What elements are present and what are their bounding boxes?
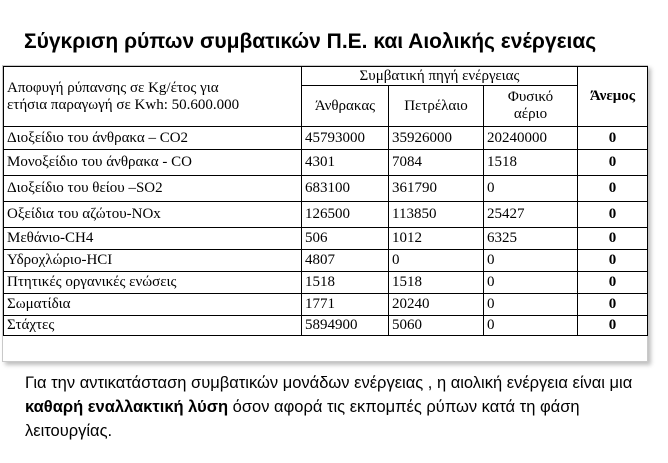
gas-value: 0 bbox=[484, 250, 578, 272]
table-row bbox=[4, 176, 648, 202]
oil-value: 20240 bbox=[389, 294, 484, 316]
wind-value: 0 bbox=[578, 202, 648, 228]
header-natural-gas bbox=[484, 86, 578, 127]
note-text-end: όσον αφορά τις εκπομπές ρύπων κατά τη φάση λειτουργίας. bbox=[25, 398, 580, 440]
gas-value: 20240000 bbox=[484, 127, 578, 150]
pollutant-cell: Διοξείδιο του άνθρακα – CO2 bbox=[4, 127, 302, 150]
coal-value: 45793000 bbox=[302, 127, 389, 150]
wind-value: 0 bbox=[578, 150, 648, 176]
wind-value: 0 bbox=[578, 294, 648, 316]
pollutant-cell: Πτητικές οργανικές ενώσεις bbox=[4, 272, 302, 294]
coal-value: 4301 bbox=[302, 150, 389, 176]
header-pollution-label bbox=[4, 67, 302, 127]
pollutant-cell: Οξείδια του αζώτου-NOx bbox=[4, 202, 302, 228]
oil-value: 0 bbox=[389, 250, 484, 272]
coal-value: 683100 bbox=[302, 176, 389, 202]
table-row bbox=[4, 316, 648, 336]
coal-value: 1771 bbox=[302, 294, 389, 316]
oil-value: 361790 bbox=[389, 176, 484, 202]
header-pollution-line2: ετήσια παραγωγή σε Kwh: 50.600.000 bbox=[7, 96, 240, 113]
gas-value: 0 bbox=[484, 272, 578, 294]
table-body bbox=[4, 127, 648, 336]
wind-value: 0 bbox=[578, 316, 648, 336]
note-emphasis: καθαρή εναλλακτική λύση bbox=[25, 398, 229, 416]
table-row bbox=[4, 127, 648, 150]
table-header-row-1 bbox=[4, 67, 648, 86]
oil-value: 1518 bbox=[389, 272, 484, 294]
gas-value: 0 bbox=[484, 294, 578, 316]
header-wind: Άνεμος bbox=[578, 67, 648, 127]
table-row bbox=[4, 202, 648, 228]
gas-value: 6325 bbox=[484, 228, 578, 250]
gas-value: 25427 bbox=[484, 202, 578, 228]
header-oil: Πετρέλαιο bbox=[389, 86, 484, 127]
header-gas-line1: Φυσικό bbox=[507, 89, 554, 105]
header-pollution-line1: Αποφυγή ρύπανσης σε Kg/έτος για bbox=[7, 79, 219, 96]
wind-value: 0 bbox=[578, 228, 648, 250]
wind-value: 0 bbox=[578, 176, 648, 202]
table-row bbox=[4, 250, 648, 272]
table-row bbox=[4, 272, 648, 294]
oil-value: 7084 bbox=[389, 150, 484, 176]
oil-value: 5060 bbox=[389, 316, 484, 336]
pollutant-cell: Σωματίδια bbox=[4, 294, 302, 316]
coal-value: 506 bbox=[302, 228, 389, 250]
slide-title: Σύγκριση ρύπων συμβατικών Π.Ε. και Αιολικής ενέργειας bbox=[24, 30, 597, 53]
pollutant-cell: Στάχτες bbox=[4, 316, 302, 336]
header-gas-line2: αέριο bbox=[513, 106, 548, 122]
pollutant-cell: Μεθάνιο-CH4 bbox=[4, 228, 302, 250]
conclusion-note bbox=[25, 371, 655, 443]
note-text-start: Για την αντικατάσταση συμβατικών μονάδων ενέργειας , η αιολική ενέργεια είναι μια bbox=[25, 374, 633, 392]
wind-value: 0 bbox=[578, 272, 648, 294]
oil-value: 35926000 bbox=[389, 127, 484, 150]
table-row bbox=[4, 294, 648, 316]
gas-value: 0 bbox=[484, 176, 578, 202]
pollutant-cell: Μονοξείδιο του άνθρακα - CO bbox=[4, 150, 302, 176]
comparison-table-container bbox=[2, 65, 648, 362]
gas-value: 1518 bbox=[484, 150, 578, 176]
header-coal: Άνθρακας bbox=[302, 86, 389, 127]
oil-value: 113850 bbox=[389, 202, 484, 228]
table-row bbox=[4, 150, 648, 176]
coal-value: 1518 bbox=[302, 272, 389, 294]
oil-value: 1012 bbox=[389, 228, 484, 250]
gas-value: 0 bbox=[484, 316, 578, 336]
coal-value: 126500 bbox=[302, 202, 389, 228]
coal-value: 4807 bbox=[302, 250, 389, 272]
coal-value: 5894900 bbox=[302, 316, 389, 336]
comparison-table bbox=[3, 66, 648, 336]
table-row bbox=[4, 228, 648, 250]
pollutant-cell: Υδροχλώριο-HCI bbox=[4, 250, 302, 272]
header-conventional-source: Συμβατική πηγή ενέργειας bbox=[302, 67, 578, 86]
wind-value: 0 bbox=[578, 127, 648, 150]
pollutant-cell: Διοξείδιο του θείου –SO2 bbox=[4, 176, 302, 202]
wind-value: 0 bbox=[578, 250, 648, 272]
